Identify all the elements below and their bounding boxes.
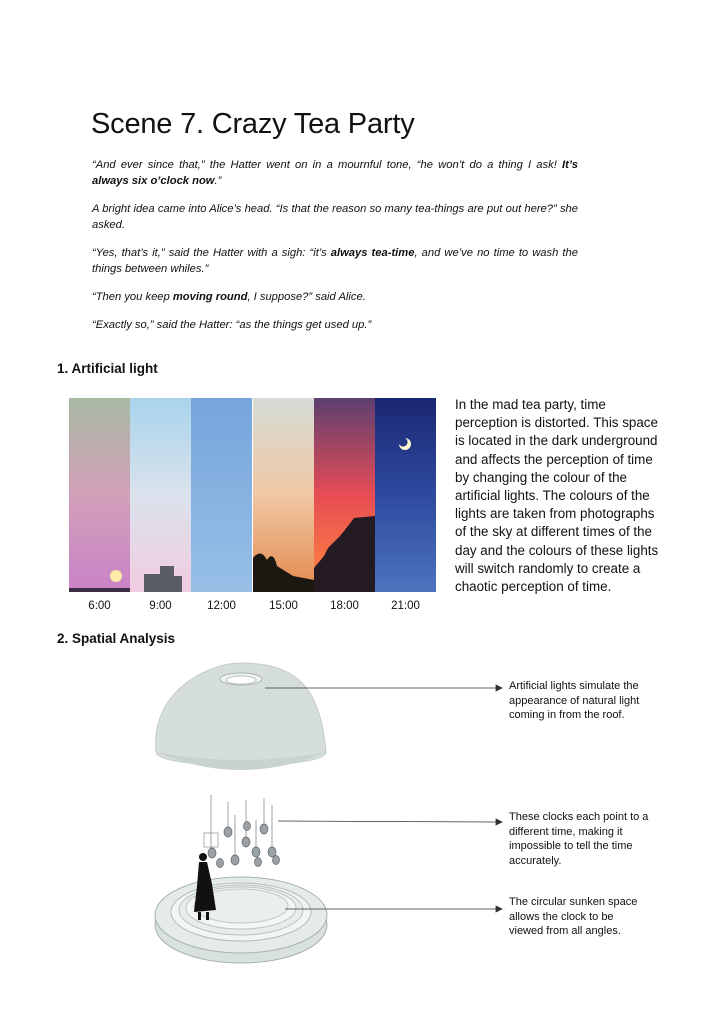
time-label: 6:00: [88, 600, 111, 612]
quote-emphasis: always tea-time: [330, 247, 415, 259]
clocks-note: These clocks each point to a different time, making it impossible to tell the time accurately.: [509, 811, 649, 867]
quote-1: [92, 157, 578, 189]
quote-text: “And ever since that,” the Hatter went on in a mournful tone, “he won’t do a thing I ask!: [92, 159, 563, 171]
roof-light-note: Artificial lights simulate the appearance of natural light coming in from the roof.: [509, 680, 640, 721]
hanging-clocks-icon: [204, 795, 280, 868]
moon-icon: [375, 398, 436, 592]
time-label: 15:00: [269, 600, 298, 612]
city-skyline-icon: [130, 398, 191, 592]
quote-emphasis: It’s always six o’clock now: [92, 159, 578, 187]
sky-strip: [69, 398, 130, 592]
quote-2: [92, 201, 578, 233]
quote-text: , and we’ve no time to wash the things between whiles.”: [92, 247, 578, 275]
quote-5: [92, 317, 578, 333]
sunken-platform-icon: [155, 877, 327, 963]
quote-text: .”: [214, 175, 222, 187]
sunken-space-note: The circular sunken space allows the clock to be viewed from all angles.: [509, 896, 638, 937]
buildings-silhouette-icon: [314, 398, 375, 592]
sky-strip: [375, 398, 436, 592]
sky-strip: [130, 398, 191, 592]
time-label: 12:00: [207, 600, 236, 612]
time-label: 18:00: [330, 600, 359, 612]
dome-icon: [156, 663, 326, 770]
quote-emphasis: moving round: [172, 291, 248, 303]
tree-silhouette-icon: [253, 398, 314, 592]
section-heading-artificial-light: 1. Artificial light: [57, 361, 158, 376]
time-label: 9:00: [149, 600, 172, 612]
quote-4: [92, 289, 578, 305]
quote-3: [92, 245, 578, 277]
quote-text: , I suppose?” said Alice.: [247, 291, 366, 303]
quote-text: A bright idea came into Alice’s head. “Is that the reason so many tea-things are put out here?” she asked.: [92, 203, 578, 231]
sky-strip: [191, 398, 252, 592]
sunrise-sun-icon: [69, 398, 130, 592]
sky-strip: [314, 398, 375, 592]
quote-text: “Exactly so,” said the Hatter: “as the things get used up.”: [92, 319, 372, 331]
sky-strip: [253, 398, 314, 592]
section-heading-spatial-analysis: 2. Spatial Analysis: [57, 631, 176, 646]
time-label: 21:00: [391, 600, 420, 612]
page-title: Scene 7. Crazy Tea Party: [91, 108, 415, 140]
artificial-light-description: In the mad tea party, time perception is distorted. This space is located in the dark underground and affects the perception of time by changing the colour of the artificial lights. The colours of the lights are taken from photographs of the sky at different times of the day and the colours of these lights will switch randomly to create a chaotic perception of time.: [455, 397, 659, 595]
quote-text: “Yes, that’s it,” said the Hatter with a sigh: “it’s: [92, 247, 331, 259]
quote-text: “Then you keep: [92, 291, 173, 303]
